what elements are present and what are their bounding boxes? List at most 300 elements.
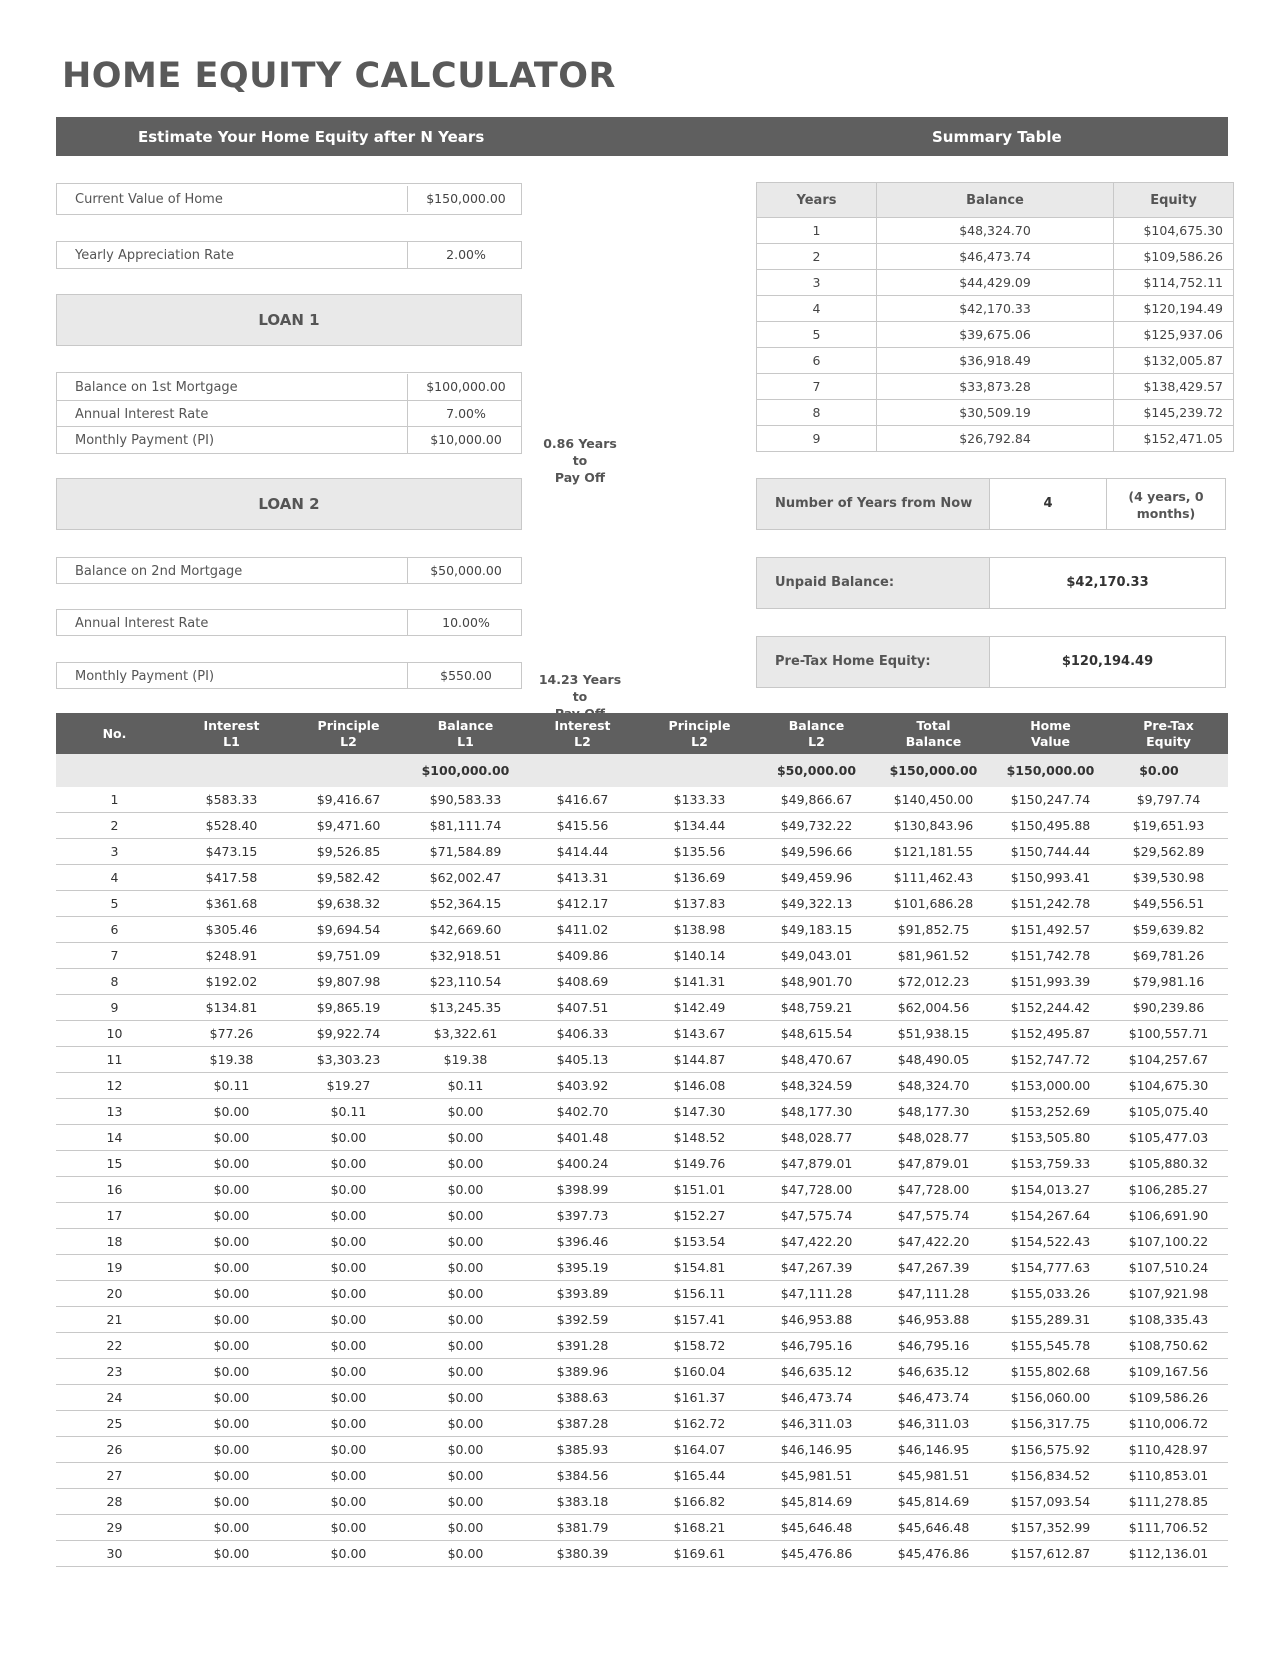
amort-cell: $0.00 — [290, 1385, 407, 1411]
table-row — [56, 1385, 1228, 1411]
amort-cell: $45,646.48 — [758, 1515, 875, 1541]
amort-cell: $111,706.52 — [1109, 1515, 1228, 1541]
amort-cell: $147.30 — [641, 1099, 758, 1125]
amort-cell: $0.00 — [173, 1151, 290, 1177]
page-title: HOME EQUITY CALCULATOR — [62, 56, 616, 96]
amort-cell: $0.00 — [173, 1437, 290, 1463]
amort-cell: $42,669.60 — [407, 917, 524, 943]
amort-initial-cell: $150,000.00 — [992, 754, 1109, 787]
summary-row — [757, 270, 1234, 296]
amort-cell: $46,795.16 — [875, 1333, 992, 1359]
amort-cell: $152,495.87 — [992, 1021, 1109, 1047]
summary-row — [757, 322, 1234, 348]
amort-cell: $49,043.01 — [758, 943, 875, 969]
amort-cell: $148.52 — [641, 1125, 758, 1151]
amort-cell: $46,953.88 — [758, 1307, 875, 1333]
summary-row — [757, 374, 1234, 400]
table-row — [56, 995, 1228, 1021]
amort-initial-cell: $0.00 — [1109, 754, 1228, 787]
amort-cell: $9,582.42 — [290, 865, 407, 891]
amort-cell: $150,744.44 — [992, 839, 1109, 865]
summary-cell-equity: $120,194.49 — [1114, 296, 1234, 322]
years-from-now-note-line2: months) — [1136, 506, 1196, 521]
amort-header-line1: Pre-Tax — [1143, 717, 1194, 733]
table-row — [56, 787, 1228, 813]
amort-cell: $47,422.20 — [758, 1229, 875, 1255]
current-value-row — [57, 186, 521, 212]
amort-initial-cell — [641, 754, 758, 787]
amort-cell: $48,324.70 — [875, 1073, 992, 1099]
amort-cell: $90,239.86 — [1109, 995, 1228, 1021]
amort-cell: $105,880.32 — [1109, 1151, 1228, 1177]
amort-cell: $91,852.75 — [875, 917, 992, 943]
amort-cell: $140,450.00 — [875, 787, 992, 813]
amort-cell: $156,575.92 — [992, 1437, 1109, 1463]
amort-cell: 7 — [56, 943, 173, 969]
amort-cell: $155,545.78 — [992, 1333, 1109, 1359]
summary-cell-balance: $26,792.84 — [877, 426, 1114, 452]
amort-cell: $0.00 — [407, 1541, 524, 1567]
amort-cell: $39,530.98 — [1109, 865, 1228, 891]
amort-cell: 24 — [56, 1385, 173, 1411]
amort-cell: $72,012.23 — [875, 969, 992, 995]
amort-header-line1: Interest — [203, 717, 260, 733]
summary-cell-balance: $36,918.49 — [877, 348, 1114, 374]
table-row — [56, 1125, 1228, 1151]
amort-cell: $403.92 — [524, 1073, 641, 1099]
amort-header-cell — [56, 713, 173, 754]
amort-cell: $19.38 — [173, 1047, 290, 1073]
summary-cell-years: 2 — [757, 244, 877, 270]
amort-cell: $0.00 — [173, 1099, 290, 1125]
loan2-payment-row — [57, 663, 521, 689]
unpaid-balance-value: $42,170.33 — [1066, 575, 1149, 590]
loan1-payoff-line2: Pay Off — [554, 470, 606, 485]
amort-cell: $47,728.00 — [758, 1177, 875, 1203]
amort-cell: 15 — [56, 1151, 173, 1177]
amort-cell: $0.00 — [290, 1229, 407, 1255]
amort-cell: $3,303.23 — [290, 1047, 407, 1073]
amort-cell: $49,596.66 — [758, 839, 875, 865]
amort-cell: $107,100.22 — [1109, 1229, 1228, 1255]
amort-cell: $13,245.35 — [407, 995, 524, 1021]
current-value-box — [56, 183, 522, 215]
amort-cell: $48,615.54 — [758, 1021, 875, 1047]
amort-cell: $140.14 — [641, 943, 758, 969]
summary-header-balance: Balance — [877, 183, 1114, 218]
amort-cell: $110,428.97 — [1109, 1437, 1228, 1463]
amort-cell: 14 — [56, 1125, 173, 1151]
amort-cell: $47,111.28 — [875, 1281, 992, 1307]
amort-cell: $156,834.52 — [992, 1463, 1109, 1489]
amort-cell: 3 — [56, 839, 173, 865]
amort-cell: $0.00 — [407, 1281, 524, 1307]
amort-cell: $47,575.74 — [875, 1203, 992, 1229]
amort-cell: $109,167.56 — [1109, 1359, 1228, 1385]
amort-cell: $0.00 — [173, 1177, 290, 1203]
table-row — [56, 1203, 1228, 1229]
amort-cell: $151,242.78 — [992, 891, 1109, 917]
amort-cell: 28 — [56, 1489, 173, 1515]
amort-cell: $0.00 — [173, 1281, 290, 1307]
amort-initial-cell — [524, 754, 641, 787]
amort-cell: $415.56 — [524, 813, 641, 839]
amort-cell: $152,244.42 — [992, 995, 1109, 1021]
amort-header-line1: No. — [102, 725, 127, 741]
amort-cell: $152.27 — [641, 1203, 758, 1229]
table-row — [56, 813, 1228, 839]
amort-cell: $9,638.32 — [290, 891, 407, 917]
amort-cell: $400.24 — [524, 1151, 641, 1177]
amort-cell: $130,843.96 — [875, 813, 992, 839]
amort-cell: $47,422.20 — [875, 1229, 992, 1255]
summary-table — [756, 182, 1234, 452]
amort-cell: $0.00 — [173, 1229, 290, 1255]
amort-cell: $46,635.12 — [758, 1359, 875, 1385]
amort-cell: $154,777.63 — [992, 1255, 1109, 1281]
amort-cell: $0.00 — [407, 1411, 524, 1437]
amort-cell: $45,981.51 — [758, 1463, 875, 1489]
amort-cell: $192.02 — [173, 969, 290, 995]
amort-cell: $0.00 — [173, 1307, 290, 1333]
amort-cell: $381.79 — [524, 1515, 641, 1541]
loan1-payoff — [536, 435, 624, 486]
loan1-balance-row — [57, 374, 521, 400]
amort-cell: $49,183.15 — [758, 917, 875, 943]
amort-cell: $389.96 — [524, 1359, 641, 1385]
amort-cell: 13 — [56, 1099, 173, 1125]
table-row — [56, 1307, 1228, 1333]
table-row — [56, 943, 1228, 969]
amort-cell: $151,492.57 — [992, 917, 1109, 943]
summary-cell-years: 7 — [757, 374, 877, 400]
pretax-equity-label: Pre-Tax Home Equity: — [757, 637, 990, 687]
amort-header-cell — [992, 713, 1109, 754]
table-row — [56, 839, 1228, 865]
amort-cell: $49,322.13 — [758, 891, 875, 917]
amort-cell: $0.00 — [173, 1385, 290, 1411]
amort-cell: $151,742.78 — [992, 943, 1109, 969]
amort-header-cell — [524, 713, 641, 754]
amort-cell: 4 — [56, 865, 173, 891]
amort-header-line2: L2 — [691, 733, 708, 749]
loan1-header: LOAN 1 — [56, 294, 522, 346]
loan2-rate-row — [57, 610, 521, 636]
amort-cell: $104,675.30 — [1109, 1073, 1228, 1099]
summary-cell-years: 9 — [757, 426, 877, 452]
amort-cell: $0.00 — [407, 1255, 524, 1281]
section-banner — [56, 117, 1228, 156]
amort-cell: $9,807.98 — [290, 969, 407, 995]
summary-cell-years: 3 — [757, 270, 877, 296]
summary-row — [757, 218, 1234, 244]
summary-cell-balance: $48,324.70 — [877, 218, 1114, 244]
amort-cell: $164.07 — [641, 1437, 758, 1463]
amort-cell: $0.00 — [290, 1515, 407, 1541]
amort-cell: $46,146.95 — [875, 1437, 992, 1463]
amort-cell: $9,526.85 — [290, 839, 407, 865]
amort-cell: $395.19 — [524, 1255, 641, 1281]
table-row — [56, 1515, 1228, 1541]
appreciation-input[interactable]: 2.00% — [407, 242, 524, 268]
amort-cell: $19,651.93 — [1109, 813, 1228, 839]
amort-cell: $100,557.71 — [1109, 1021, 1228, 1047]
amort-cell: $59,639.82 — [1109, 917, 1228, 943]
amort-cell: 1 — [56, 787, 173, 813]
amort-cell: $138.98 — [641, 917, 758, 943]
summary-cell-equity: $104,675.30 — [1114, 218, 1234, 244]
loan1-payment-input[interactable]: $10,000.00 — [407, 427, 524, 453]
summary-cell-equity: $109,586.26 — [1114, 244, 1234, 270]
amort-cell: $47,728.00 — [875, 1177, 992, 1203]
amort-cell: $71,584.89 — [407, 839, 524, 865]
amort-cell: $393.89 — [524, 1281, 641, 1307]
amort-cell: $32,918.51 — [407, 943, 524, 969]
amort-cell: $46,635.12 — [875, 1359, 992, 1385]
amort-cell: $45,646.48 — [875, 1515, 992, 1541]
amort-initial-cell — [173, 754, 290, 787]
loan2-payment-label: Monthly Payment (PI) — [75, 669, 215, 684]
table-row — [56, 1541, 1228, 1567]
amort-cell: $107,921.98 — [1109, 1281, 1228, 1307]
amort-cell: 25 — [56, 1411, 173, 1437]
amort-cell: $157,093.54 — [992, 1489, 1109, 1515]
amort-cell: $154,013.27 — [992, 1177, 1109, 1203]
amort-header-cell — [1109, 713, 1228, 754]
amort-cell: 21 — [56, 1307, 173, 1333]
amort-cell: $0.00 — [407, 1359, 524, 1385]
amort-cell: $135.56 — [641, 839, 758, 865]
loan2-payment-input[interactable]: $550.00 — [407, 663, 524, 689]
summary-cell-equity: $132,005.87 — [1114, 348, 1234, 374]
amort-cell: $157,612.87 — [992, 1541, 1109, 1567]
summary-cell-years: 5 — [757, 322, 877, 348]
unpaid-balance-box — [756, 557, 1226, 609]
amort-cell: $141.31 — [641, 969, 758, 995]
amort-cell: $155,033.26 — [992, 1281, 1109, 1307]
amort-initial-cell — [56, 754, 173, 787]
amort-cell: $0.00 — [407, 1385, 524, 1411]
summary-header-equity: Equity — [1114, 183, 1234, 218]
amort-cell: $154.81 — [641, 1255, 758, 1281]
amort-cell: $108,750.62 — [1109, 1333, 1228, 1359]
amort-cell: $387.28 — [524, 1411, 641, 1437]
amort-cell: $473.15 — [173, 839, 290, 865]
amort-initial-cell: $100,000.00 — [407, 754, 524, 787]
years-from-now-input[interactable]: 4 — [990, 479, 1107, 529]
amort-cell: $49,866.67 — [758, 787, 875, 813]
amort-cell: $134.44 — [641, 813, 758, 839]
years-from-now-note — [1107, 488, 1225, 522]
amort-cell: $0.00 — [290, 1151, 407, 1177]
amort-cell: $0.00 — [173, 1125, 290, 1151]
amort-cell: $51,938.15 — [875, 1021, 992, 1047]
amort-cell: $0.00 — [407, 1229, 524, 1255]
loan1-rate-row — [57, 400, 521, 427]
amort-cell: $0.00 — [290, 1359, 407, 1385]
amort-cell: 9 — [56, 995, 173, 1021]
amort-cell: 19 — [56, 1255, 173, 1281]
current-value-input[interactable]: $150,000.00 — [407, 186, 524, 212]
amort-cell: $47,575.74 — [758, 1203, 875, 1229]
amort-initial-row — [56, 754, 1228, 787]
summary-row — [757, 296, 1234, 322]
amort-cell: $46,146.95 — [758, 1437, 875, 1463]
loan2-balance-input[interactable]: $50,000.00 — [407, 558, 524, 584]
amort-cell: $154,522.43 — [992, 1229, 1109, 1255]
amort-cell: $9,797.74 — [1109, 787, 1228, 813]
table-row — [56, 1073, 1228, 1099]
amort-header-line1: Total — [916, 717, 951, 733]
amort-cell: $47,879.01 — [758, 1151, 875, 1177]
amort-initial-cell: $50,000.00 — [758, 754, 875, 787]
amort-cell: 11 — [56, 1047, 173, 1073]
table-row — [56, 969, 1228, 995]
amort-cell: $153,252.69 — [992, 1099, 1109, 1125]
summary-cell-years: 8 — [757, 400, 877, 426]
amort-cell: $134.81 — [173, 995, 290, 1021]
amort-cell: $137.83 — [641, 891, 758, 917]
amort-cell: $414.44 — [524, 839, 641, 865]
amort-cell: 17 — [56, 1203, 173, 1229]
amort-cell: $0.00 — [407, 1437, 524, 1463]
table-row — [56, 865, 1228, 891]
amort-header-line1: Principle — [668, 717, 731, 733]
amort-cell: 2 — [56, 813, 173, 839]
amort-cell: $383.18 — [524, 1489, 641, 1515]
amort-cell: $46,953.88 — [875, 1307, 992, 1333]
amort-cell: $151,993.39 — [992, 969, 1109, 995]
amort-cell: $0.00 — [407, 1463, 524, 1489]
amort-cell: $107,510.24 — [1109, 1255, 1228, 1281]
amort-cell: $46,795.16 — [758, 1333, 875, 1359]
amort-cell: $48,028.77 — [875, 1125, 992, 1151]
loan2-balance-label: Balance on 2nd Mortgage — [75, 564, 243, 579]
summary-cell-equity: $145,239.72 — [1114, 400, 1234, 426]
amort-cell: $0.00 — [407, 1307, 524, 1333]
amort-cell: $79,981.16 — [1109, 969, 1228, 995]
amort-cell: $90,583.33 — [407, 787, 524, 813]
amort-cell: $409.86 — [524, 943, 641, 969]
amort-header-line2: L1 — [457, 733, 474, 749]
amort-cell: $108,335.43 — [1109, 1307, 1228, 1333]
amort-cell: $0.11 — [173, 1073, 290, 1099]
loan2-payment-box — [56, 662, 522, 689]
amort-cell: $45,814.69 — [758, 1489, 875, 1515]
amort-cell: $169.61 — [641, 1541, 758, 1567]
table-row — [56, 1151, 1228, 1177]
amort-cell: $48,759.21 — [758, 995, 875, 1021]
amort-cell: $385.93 — [524, 1437, 641, 1463]
amort-cell: $0.00 — [407, 1489, 524, 1515]
summary-cell-equity: $125,937.06 — [1114, 322, 1234, 348]
amort-cell: $150,247.74 — [992, 787, 1109, 813]
loan2-rate-input[interactable]: 10.00% — [407, 610, 524, 636]
amort-cell: $160.04 — [641, 1359, 758, 1385]
amort-cell: 29 — [56, 1515, 173, 1541]
loan1-box — [56, 372, 522, 454]
amort-cell: $0.00 — [290, 1411, 407, 1437]
table-row — [56, 1099, 1228, 1125]
appreciation-row — [57, 242, 521, 268]
amort-cell: $248.91 — [173, 943, 290, 969]
amort-cell: $153,759.33 — [992, 1151, 1109, 1177]
amort-cell: $121,181.55 — [875, 839, 992, 865]
amort-header-line2: L2 — [574, 733, 591, 749]
amort-cell: $49,556.51 — [1109, 891, 1228, 917]
amort-cell: $0.00 — [407, 1125, 524, 1151]
table-row — [56, 1229, 1228, 1255]
amort-cell: $47,267.39 — [875, 1255, 992, 1281]
amort-cell: $143.67 — [641, 1021, 758, 1047]
amort-cell: $152,747.72 — [992, 1047, 1109, 1073]
summary-cell-years: 1 — [757, 218, 877, 244]
amort-cell: $3,322.61 — [407, 1021, 524, 1047]
amort-cell: $0.00 — [290, 1541, 407, 1567]
loan1-rate-input[interactable]: 7.00% — [407, 401, 524, 427]
amort-cell: 22 — [56, 1333, 173, 1359]
amort-cell: $155,289.31 — [992, 1307, 1109, 1333]
amort-cell: $81,111.74 — [407, 813, 524, 839]
amort-cell: $156.11 — [641, 1281, 758, 1307]
amort-cell: $154,267.64 — [992, 1203, 1109, 1229]
unpaid-balance-label: Unpaid Balance: — [757, 558, 990, 608]
loan2-balance-row — [57, 558, 521, 584]
amort-cell: $583.33 — [173, 787, 290, 813]
table-row — [56, 891, 1228, 917]
amort-cell: $133.33 — [641, 787, 758, 813]
amort-cell: $388.63 — [524, 1385, 641, 1411]
amortization-header-row — [56, 713, 1228, 754]
summary-row — [757, 348, 1234, 374]
table-row — [56, 917, 1228, 943]
amort-cell: 10 — [56, 1021, 173, 1047]
amort-header-line2: Value — [1030, 733, 1071, 749]
amort-cell: $407.51 — [524, 995, 641, 1021]
amort-header-line1: Principle — [317, 717, 380, 733]
amort-cell: $46,311.03 — [875, 1411, 992, 1437]
amort-cell: $361.68 — [173, 891, 290, 917]
amort-cell: $153,505.80 — [992, 1125, 1109, 1151]
summary-cell-balance: $44,429.09 — [877, 270, 1114, 296]
amort-cell: $417.58 — [173, 865, 290, 891]
loan1-balance-input[interactable]: $100,000.00 — [407, 374, 524, 400]
summary-cell-balance: $42,170.33 — [877, 296, 1114, 322]
table-row — [56, 1281, 1228, 1307]
amort-cell: $81,961.52 — [875, 943, 992, 969]
amort-cell: $109,586.26 — [1109, 1385, 1228, 1411]
amort-cell: $380.39 — [524, 1541, 641, 1567]
amort-cell: $0.00 — [407, 1333, 524, 1359]
summary-cell-balance: $46,473.74 — [877, 244, 1114, 270]
amort-cell: $416.67 — [524, 787, 641, 813]
pretax-equity-box — [756, 636, 1226, 688]
amort-cell: $46,473.74 — [875, 1385, 992, 1411]
amort-cell: $0.00 — [407, 1151, 524, 1177]
amort-cell: $0.00 — [173, 1489, 290, 1515]
amort-cell: $106,285.27 — [1109, 1177, 1228, 1203]
amort-cell: $391.28 — [524, 1333, 641, 1359]
amort-cell: $146.08 — [641, 1073, 758, 1099]
amort-cell: $402.70 — [524, 1099, 641, 1125]
amort-cell: $408.69 — [524, 969, 641, 995]
summary-row — [757, 426, 1234, 452]
amort-cell: $0.00 — [290, 1333, 407, 1359]
amort-cell: 12 — [56, 1073, 173, 1099]
loan2-header: LOAN 2 — [56, 478, 522, 530]
amort-cell: $528.40 — [173, 813, 290, 839]
amort-header-cell — [875, 713, 992, 754]
